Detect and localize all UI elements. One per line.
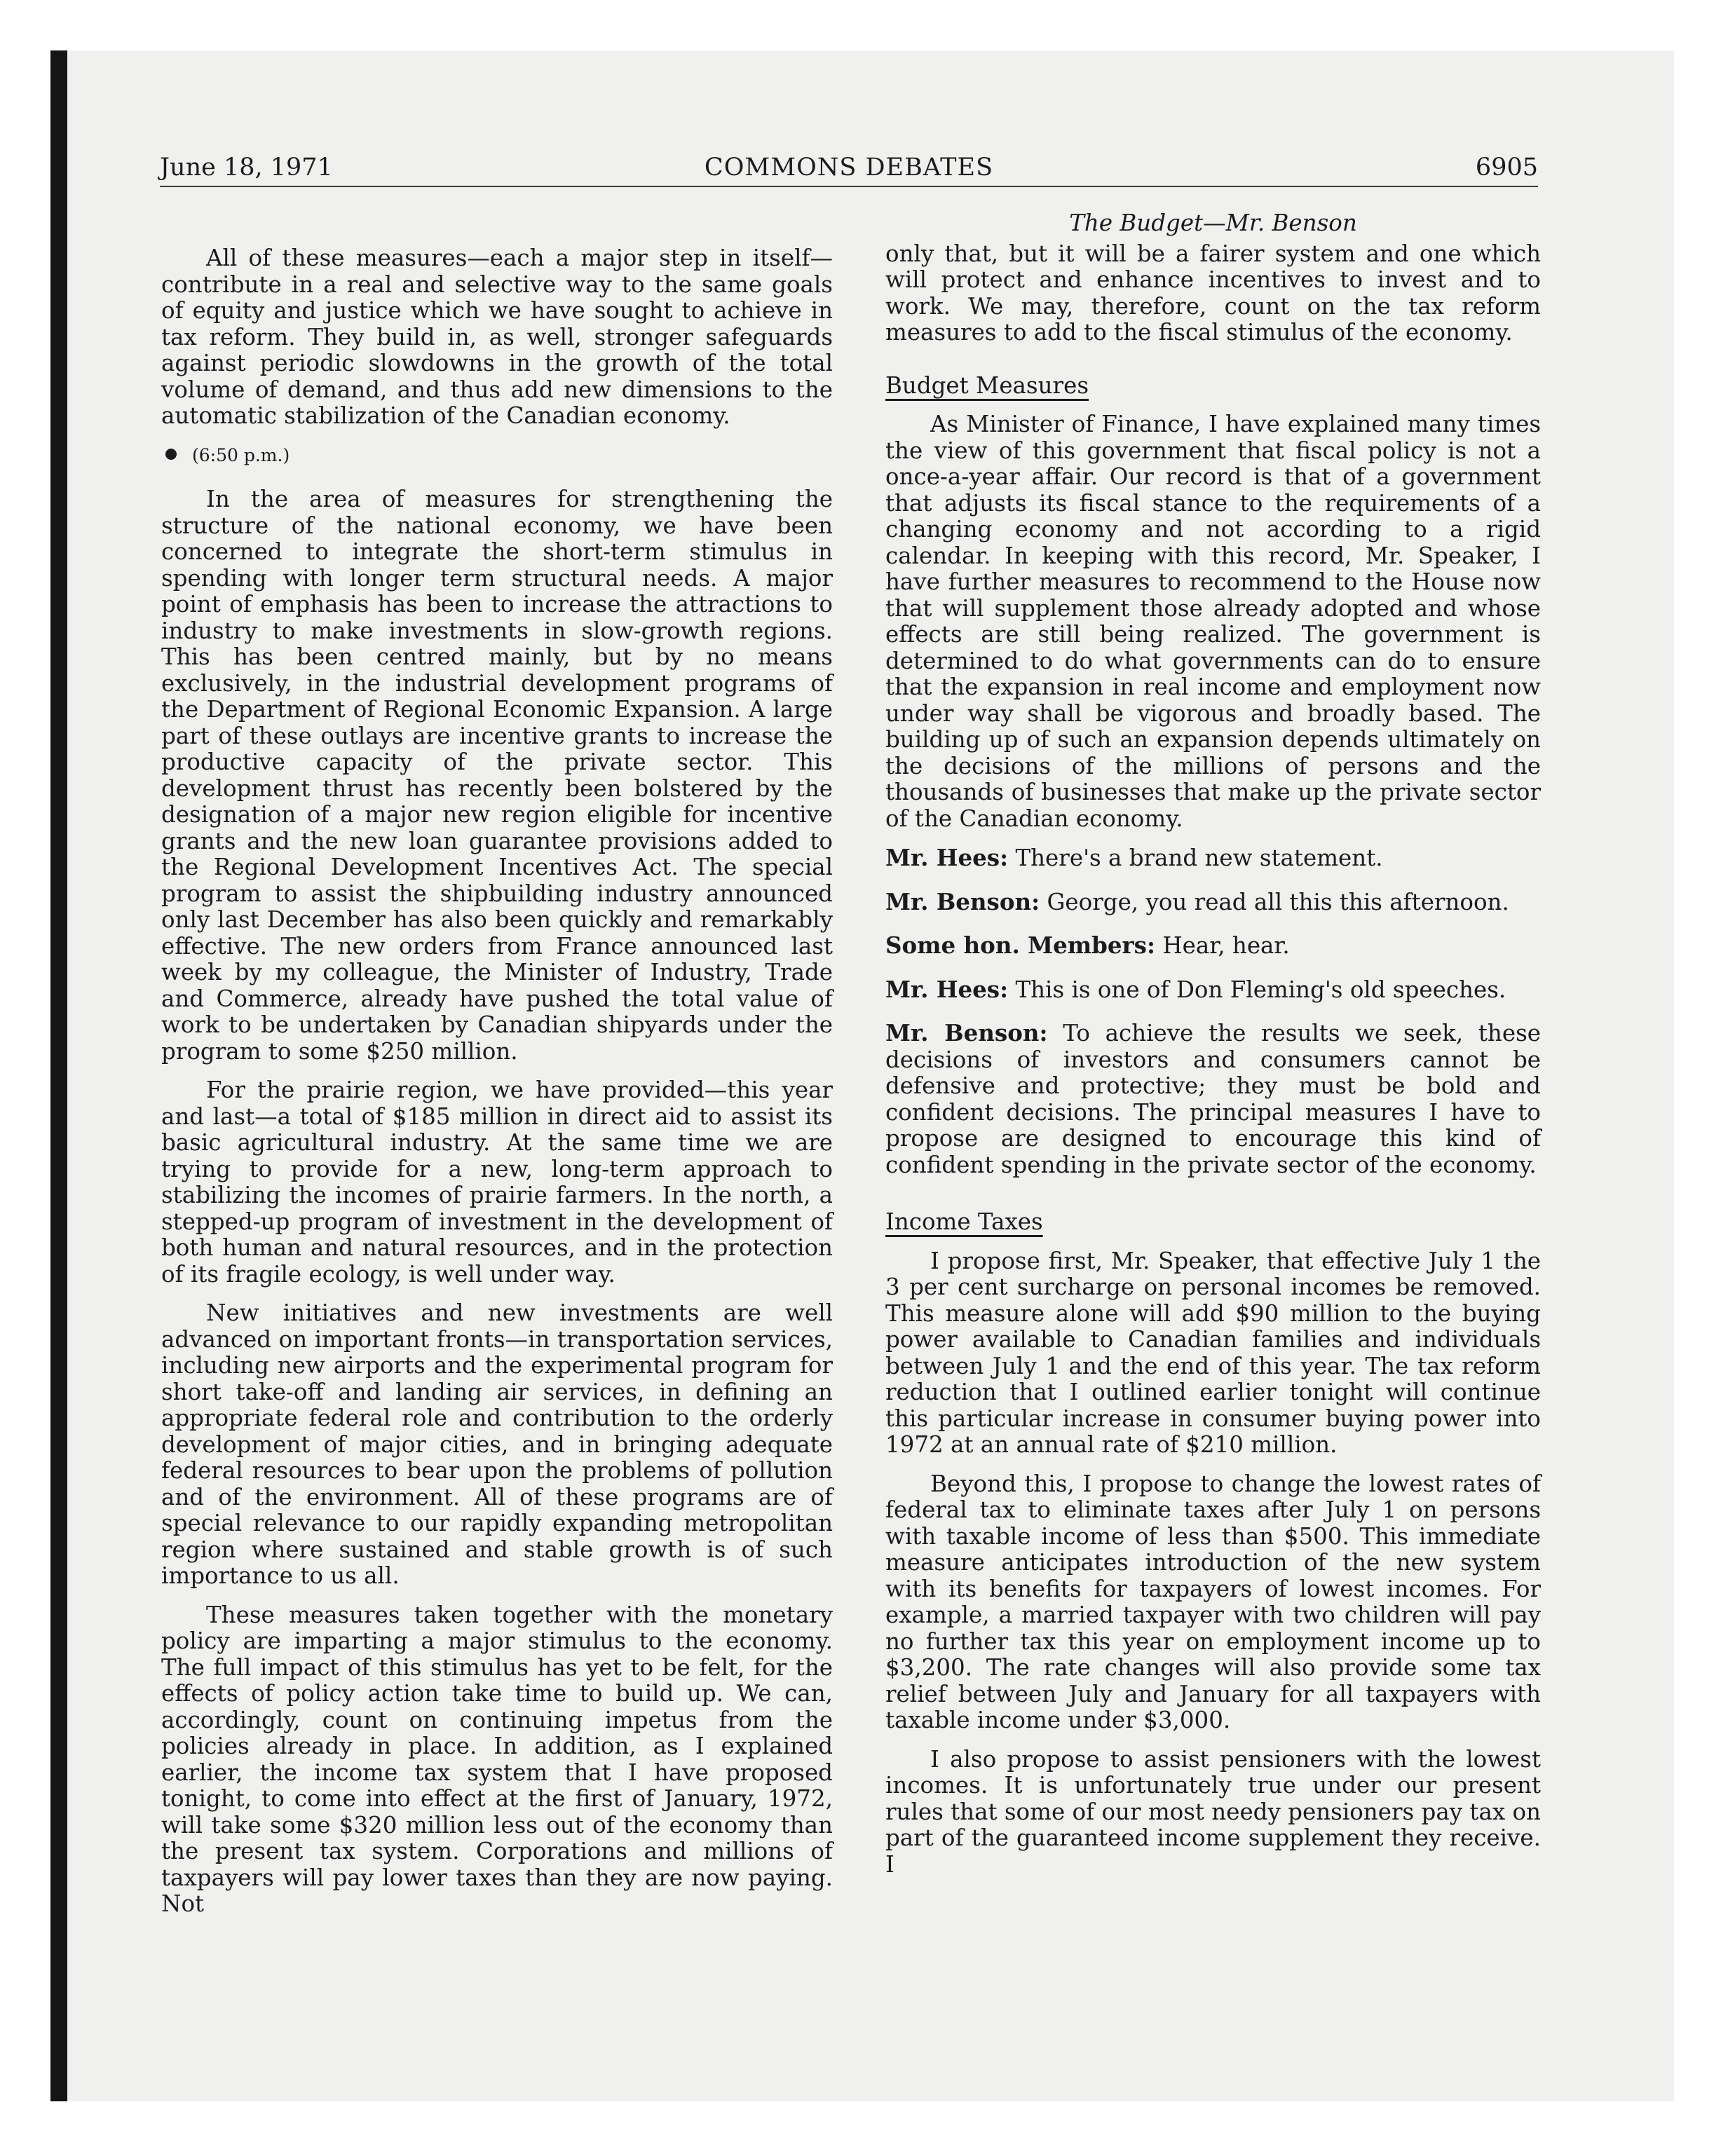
- speech-text: This is one of Don Fleming's old speeches.: [1015, 976, 1506, 1003]
- debate-exchange: [885, 889, 1541, 916]
- speech-text: George, you read all this this afternoon.: [1047, 888, 1509, 915]
- speech-text: To achieve the results we seek, these decisions of investors and consumers cannot be defensive and protective; they must be bold and confident decisions. The principal measures I have to propose are designed to encourage this kind of confident spending in the private sector of the economy.: [885, 1020, 1541, 1178]
- binding-edge: [50, 50, 67, 2101]
- speech-text: Hear, hear.: [1162, 932, 1290, 959]
- header-date: June 18, 1971: [160, 153, 333, 182]
- bullet-icon: [165, 449, 177, 460]
- debate-exchange: [885, 845, 1541, 872]
- timestamp-text: (6:50 p.m.): [192, 444, 290, 465]
- paragraph: only that, but it will be a fairer system and one which will protect and enhance incentives to invest and to work. We may, therefore, count on the tax reform measures to add to the fiscal stimulus of the economy.: [885, 240, 1541, 346]
- paragraph: These measures taken together with the monetary policy are imparting a major stimulus to the economy. The full impact of this stimulus has yet to be felt, for the effects of policy action take time to build up. We can, accordingly, count on continuing impetus from the policies already in place. In addition, as I explained earlier, the income tax system that I have proposed tonight, to come into effect at the first of January, 1972, will take some $320 million less out of the economy than the present tax system. Corporations and millions of taxpayers will pay lower taxes than they are now paying. Not: [161, 1601, 833, 1917]
- debate-exchange: [885, 1020, 1541, 1178]
- speaker-name: Mr. Hees:: [885, 975, 1009, 1003]
- section-heading-income-taxes: Income Taxes: [885, 1208, 1043, 1235]
- speaker-name: Mr. Benson:: [885, 887, 1040, 915]
- paragraph: For the prairie region, we have provided—this year and last—a total of $185 million in direct aid to assist its basic agricultural industry. At the same time we are trying to provide for a new, long-term approach to stabilizing the incomes of prairie farmers. In the north, a stepped-up program of investment in the development of both human and natural resources, and in the protection of its fragile ecology, is well under way.: [161, 1077, 833, 1288]
- page-header: [160, 149, 1538, 187]
- paragraph: All of these measures—each a major step in itself—contribute in a real and selective way to the same goals of equity and justice which we have sought to achieve in tax reform. They build in, as well, stronger safeguards against periodic slowdowns in the growth of the total volume of demand, and thus add new dimensions to the automatic stabilization of the Canadian economy.: [161, 245, 833, 429]
- paragraph: I also propose to assist pensioners with the lowest incomes. It is unfortunately true under our present rules that some of our most needy pensioners pay tax on part of the guaranteed income supplement they receive. I: [885, 1745, 1541, 1878]
- paragraph: Beyond this, I propose to change the lowest rates of federal tax to eliminate taxes after July 1 on persons with taxable income of less than $500. This immediate measure anticipates introduction of the new system with its benefits for taxpayers of lowest incomes. For example, a married taxpayer with two children will pay no further tax this year on employment income up to $3,200. The rate changes will also provide some tax relief between July and January for all taxpayers with taxable income under $3,000.: [885, 1470, 1541, 1733]
- paragraph: New initiatives and new investments are well advanced on important fronts—in transportation services, including new airports and the experimental program for short take-off and landing air services, in defining an appropriate federal role and contribution to the orderly development of major cities, and in bringing adequate federal resources to bear upon the problems of pollution and of the environment. All of these programs are of special relevance to our rapidly expanding metropolitan region where sustained and stable growth is of such importance to us all.: [161, 1299, 833, 1589]
- debate-exchange: [885, 932, 1541, 960]
- running-head: The Budget—Mr. Benson: [1069, 210, 1357, 236]
- header-publication: COMMONS DEBATES: [704, 153, 994, 182]
- section-heading-budget-measures: Budget Measures: [885, 371, 1089, 399]
- speaker-name: Mr. Benson:: [885, 1019, 1048, 1046]
- left-column: [161, 245, 833, 1930]
- speech-text: There's a brand new statement.: [1015, 845, 1383, 871]
- paragraph: I propose first, Mr. Speaker, that effective July 1 the 3 per cent surcharge on personal incomes be removed. This measure alone will add $90 million to the buying power available to Canadian families and individuals between July 1 and the end of this year. The tax reform reduction that I outlined earlier tonight will continue this particular increase in consumer buying power into 1972 at an annual rate of $210 million.: [885, 1247, 1541, 1458]
- paragraph: In the area of measures for strengthening the structure of the national economy, we have been concerned to integrate the short-term stimulus in spending with longer term structural needs. A major point of emphasis has been to increase the attractions to industry to make investments in slow-growth regions. This has been centred mainly, but by no means exclusively, in the industrial development programs of the Department of Regional Economic Expansion. A large part of these outlays are incentive grants to increase the productive capacity of the private sector. This development thrust has recently been bolstered by the designation of a major new region eligible for incentive grants and the new loan guarantee provisions added to the Regional Development Incentives Act. The special program to assist the shipbuilding industry announced only last December has also been quickly and remarkably effective. The new orders from France announced last week by my colleague, the Minister of Industry, Trade and Commerce, already have pushed the total value of work to be undertaken by Canadian shipyards under the program to some $250 million.: [161, 486, 833, 1065]
- speaker-name: Mr. Hees:: [885, 844, 1009, 871]
- timestamp: [161, 442, 833, 469]
- debate-exchange: [885, 976, 1541, 1004]
- header-page-number: 6905: [1475, 153, 1538, 182]
- right-column: [885, 210, 1541, 1890]
- speaker-name: Some hon. Members:: [885, 932, 1155, 959]
- paragraph: As Minister of Finance, I have explained many times the view of this government that fiscal policy is not a once-a-year affair. Our record is that of a government that adjusts its fiscal stance to the requirements of a changing economy and not according to a rigid calendar. In keeping with this record, Mr. Speaker, I have further measures to recommend to the House now that will supplement those already adopted and whose effects are still being realized. The government is determined to do what governments can do to ensure that the expansion in real income and employment now under way shall be vigorous and broadly based. The building up of such an expansion depends ultimately on the decisions of the millions of persons and the thousands of businesses that make up the private sector of the Canadian economy.: [885, 411, 1541, 832]
